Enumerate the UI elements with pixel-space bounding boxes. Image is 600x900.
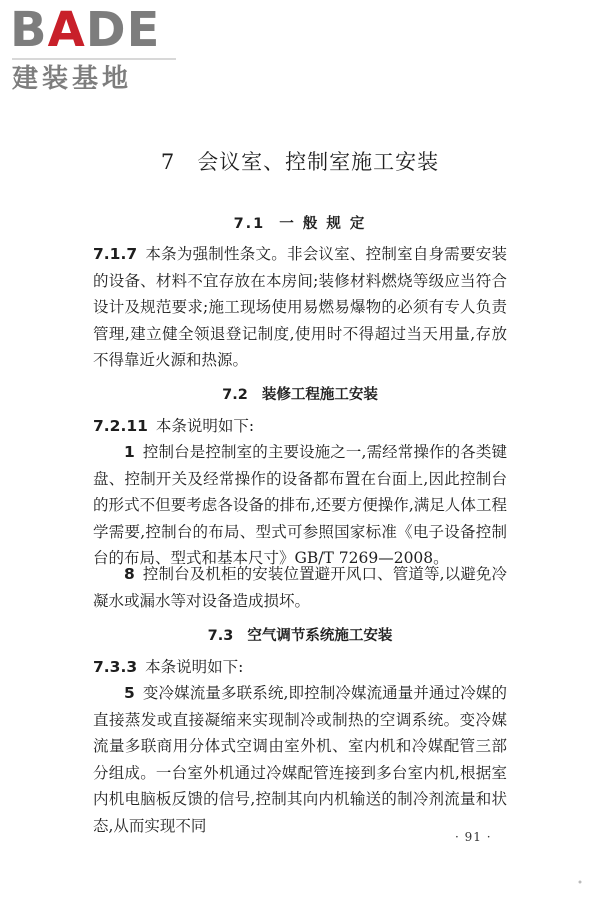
chapter-title [0,148,600,176]
corner-dot-icon [578,880,582,884]
clause-item-5 [93,680,507,839]
clause-item-8 [93,561,507,614]
logo-tagline: 建装基地 [12,64,133,94]
logo-divider [12,58,176,60]
logo-letter-a: A [47,2,86,58]
clause-7-3-3 [93,654,507,681]
section-heading-7-2 [0,385,600,405]
page-number: · 91 · [455,830,492,844]
brand-logo [10,4,180,92]
section-title: 装修工程施工安装 [261,387,378,403]
logo-letters-de: DE [85,2,161,58]
clause-label: 7.1.7 [93,245,138,263]
item-label: 5 [124,684,135,702]
item-text: 控制台及机柜的安装位置避开风口、管道等,以避免冷凝水或漏水等对设备造成损坏。 [93,565,507,610]
clause-text: 本条为强制性条文。非会议室、控制室自身需要安装的设备、材料不宜存放在本房间;装修材料燃烧等级应当符合设计及规范要求;施工现场使用易燃易爆物的必须有专人负责管理,建立健全领退登记制度,使用时不得超过当天用量,存放不得靠近火源和热源。 [93,245,507,369]
item-text: 控制台是控制室的主要设施之一,需经常操作的各类键盘、控制开关及经常操作的设备都布置在台面上,因此控制台的形式不但要考虑各设备的排布,还要方便操作,满足人体工程学需要,控制台的布局、型式可参照国家标准《电子设备控制台的布局、型式和基本尺寸》GB/T 7269—2008。 [93,443,507,567]
chapter-number: 7 [160,150,176,174]
clause-7-2-11 [93,413,507,440]
logo-wordmark [10,4,160,56]
section-heading-7-3 [0,626,600,646]
clause-label: 7.2.11 [93,417,148,435]
clause-7-1-7 [93,241,507,374]
section-number: 7.1 [233,216,266,232]
clause-item-1 [93,439,507,572]
section-heading-7-1 [0,214,600,234]
logo-letter-b: B [10,2,48,58]
item-text: 变冷媒流量多联系统,即控制冷媒流通量并通过冷媒的直接蒸发或直接凝缩来实现制冷或制热的空调系统。变冷媒流量多联商用分体式空调由室外机、室内机和冷媒配管三部分组成。一台室外机通过冷媒配管连接到多台室内机,根据室内机电脑板反馈的信号,控制其向内机输送的制冷剂流量和状态,从而实现不同 [93,684,507,835]
clause-label: 7.3.3 [93,658,138,676]
section-title: 一 般 规 定 [279,216,367,232]
section-title: 空气调节系统施工安装 [247,628,393,644]
section-number: 7.3 [207,628,234,644]
item-label: 1 [124,443,135,461]
item-label: 8 [124,565,135,583]
section-number: 7.2 [222,387,248,403]
chapter-title-text: 会议室、控制室施工安装 [197,150,440,174]
clause-text: 本条说明如下: [155,417,255,435]
clause-text: 本条说明如下: [145,658,244,676]
